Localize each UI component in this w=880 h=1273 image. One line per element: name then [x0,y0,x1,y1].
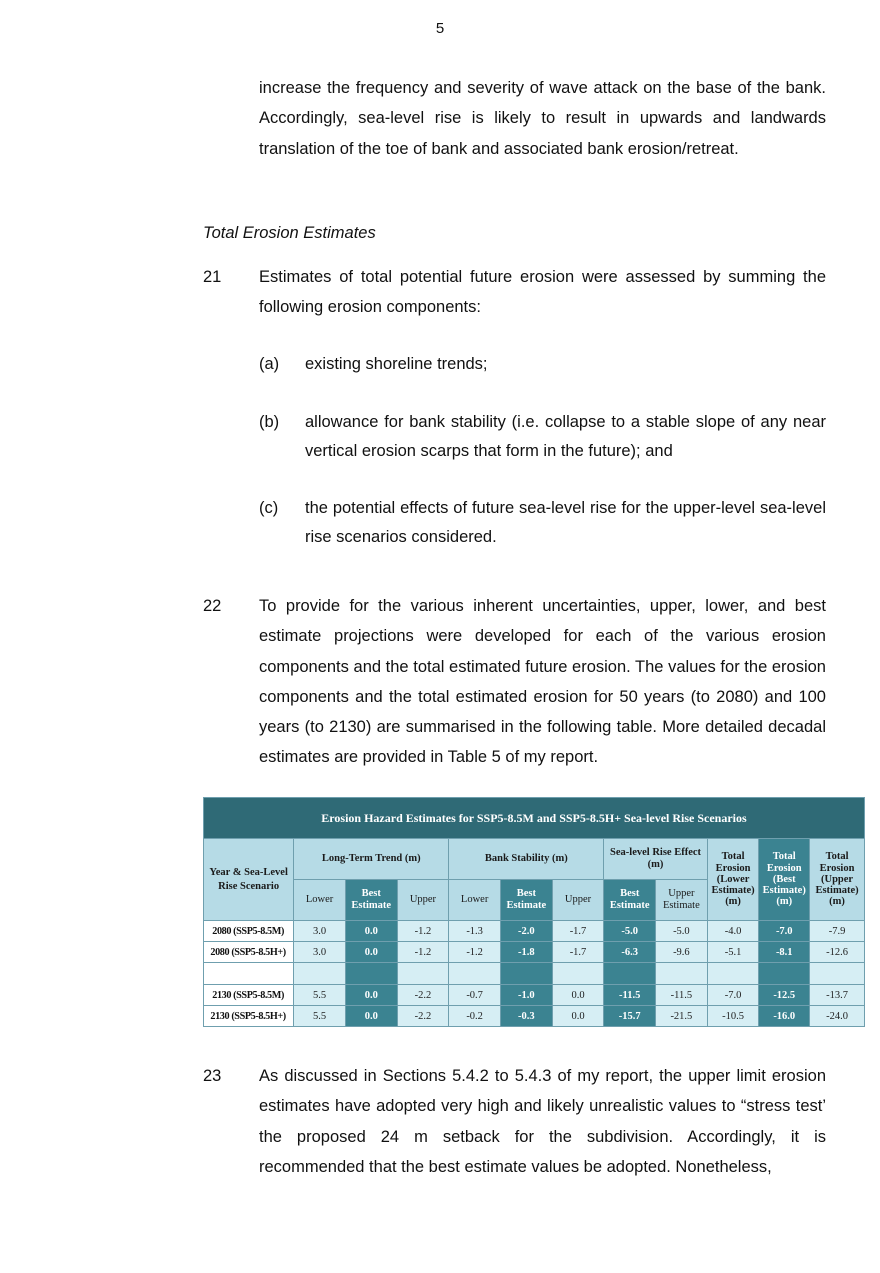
table-cell: -5.1 [707,942,759,963]
bank-stability-upper-header: Upper [552,880,604,921]
slr-best-header: Best Estimate [604,880,656,921]
bank-stability-best-header: Best Estimate [500,880,552,921]
table-cell: -2.2 [397,1006,449,1027]
table-cell: -16.0 [759,1006,810,1027]
table-cell: -7.0 [759,921,810,942]
slr-upper-header: Upper Estimate [656,880,708,921]
row-label: 2080 (SSP5-8.5M) [212,925,284,937]
table-cell: -0.2 [449,1006,501,1027]
table-cell: 0.0 [552,985,604,1006]
list-item-letter-a: (a) [259,355,280,373]
table-cell: -10.5 [707,1006,759,1027]
list-item-text-a: existing shoreline trends; [305,355,488,373]
table-cell: 0.0 [345,1006,397,1027]
list-item-text-c: the potential effects of future sea-level rise for the upper-level sea-level rise scenarios considered. [305,499,826,546]
table-cell: -0.7 [449,985,501,1006]
table-cell: -9.6 [656,942,708,963]
page-number: 5 [435,20,445,37]
table-cell: 3.0 [294,921,346,942]
table-cell: -6.3 [604,942,656,963]
table-cell: -0.3 [500,1006,552,1027]
table-cell: -21.5 [656,1006,708,1027]
section-heading: Total Erosion Estimates [203,224,376,242]
table-cell: -7.0 [707,985,759,1006]
table-cell: -1.2 [397,921,449,942]
row-label: 2080 (SSP5-8.5H+) [210,946,286,958]
long-term-best-header: Best Estimate [345,880,397,921]
total-lower-header: Total Erosion (Lower Estimate) (m) [707,839,759,921]
table-cell: -11.5 [604,985,656,1006]
table-cell: -15.7 [604,1006,656,1027]
table-cell: -13.7 [810,985,865,1006]
paragraph-21-text: Estimates of total potential future erosion were assessed by summing the following erosion components: [259,268,826,317]
table-spacer-row [204,963,865,985]
table-cell: -24.0 [810,1006,865,1027]
table-cell: -12.5 [759,985,810,1006]
bank-stability-lower-header: Lower [449,880,501,921]
table-cell: -1.7 [552,942,604,963]
intro-paragraph: increase the frequency and severity of wave attack on the base of the bank. Accordingly, sea-level rise is likely to result in upwards and landwards translation of the toe of bank and associated bank erosion/retreat. [259,79,826,158]
table-cell: 5.5 [294,1006,346,1027]
paragraph-number-21: 21 [203,268,222,286]
table-row [204,1006,865,1027]
row-label: 2130 (SSP5-8.5H+) [210,1010,286,1022]
paragraph-23-text: As discussed in Sections 5.4.2 to 5.4.3 of my report, the upper limit erosion estimates have adopted very high and likely unrealistic values to “stress test’ the proposed 24 m setback for the subdivision. Accordingly, it is recommended that the best estimate values be adopted. Nonetheless, [259,1067,826,1176]
paragraph-number-22: 22 [203,597,222,615]
paragraph-22-text: To provide for the various inherent uncertainties, upper, lower, and best estimate projections were developed for each of the various erosion components and the total estimated future erosion. The values for the erosion components and the total estimated erosion for 50 years (to 2080) and 100 years (to 2130) are summarised in the following table. More detailed decadal estimates are provided in Table 5 of my report. [259,597,826,767]
table-cell: 0.0 [345,942,397,963]
table-cell: -7.9 [810,921,865,942]
long-term-trend-header: Long-Term Trend (m) [294,839,449,880]
list-item-text-b: allowance for bank stability (i.e. collapse to a stable slope of any near vertical erosion scarps that form in the future); and [305,413,826,460]
list-item-letter-b: (b) [259,413,280,431]
table-cell: -1.3 [449,921,501,942]
table-cell: -8.1 [759,942,810,963]
table-cell: -1.2 [449,942,501,963]
long-term-upper-header: Upper [397,880,449,921]
table-cell: -12.6 [810,942,865,963]
table-cell: 0.0 [345,985,397,1006]
table-cell: -5.0 [656,921,708,942]
table-cell: -4.0 [707,921,759,942]
paragraph-number-23: 23 [203,1067,222,1085]
table-cell: 0.0 [345,921,397,942]
row-label: 2130 (SSP5-8.5M) [212,989,284,1001]
table-cell: -1.8 [500,942,552,963]
table-cell: -1.7 [552,921,604,942]
table-title: Erosion Hazard Estimates for SSP5-8.5M and SSP5-8.5H+ Sea-level Rise Scenarios [204,798,865,839]
table-cell: -2.2 [397,985,449,1006]
table-cell: -1.2 [397,942,449,963]
table-row [204,985,865,1006]
table-cell: 3.0 [294,942,346,963]
year-scenario-header: Year & Sea-Level Rise Scenario [204,839,294,921]
long-term-lower-header: Lower [294,880,346,921]
table-cell: 0.0 [552,1006,604,1027]
list-item-letter-c: (c) [259,499,279,517]
table-row [204,921,865,942]
table-cell: -1.0 [500,985,552,1006]
table-row [204,942,865,963]
table-cell: -11.5 [656,985,708,1006]
slr-effect-header: Sea-level Rise Effect (m) [604,839,707,880]
total-best-header: Total Erosion (Best Estimate) (m) [759,839,810,921]
table-cell: -2.0 [500,921,552,942]
bank-stability-header: Bank Stability (m) [449,839,604,880]
total-upper-header: Total Erosion (Upper Estimate) (m) [810,839,865,921]
table-cell: 5.5 [294,985,346,1006]
erosion-estimates-table [203,797,865,1027]
table-cell: -5.0 [604,921,656,942]
